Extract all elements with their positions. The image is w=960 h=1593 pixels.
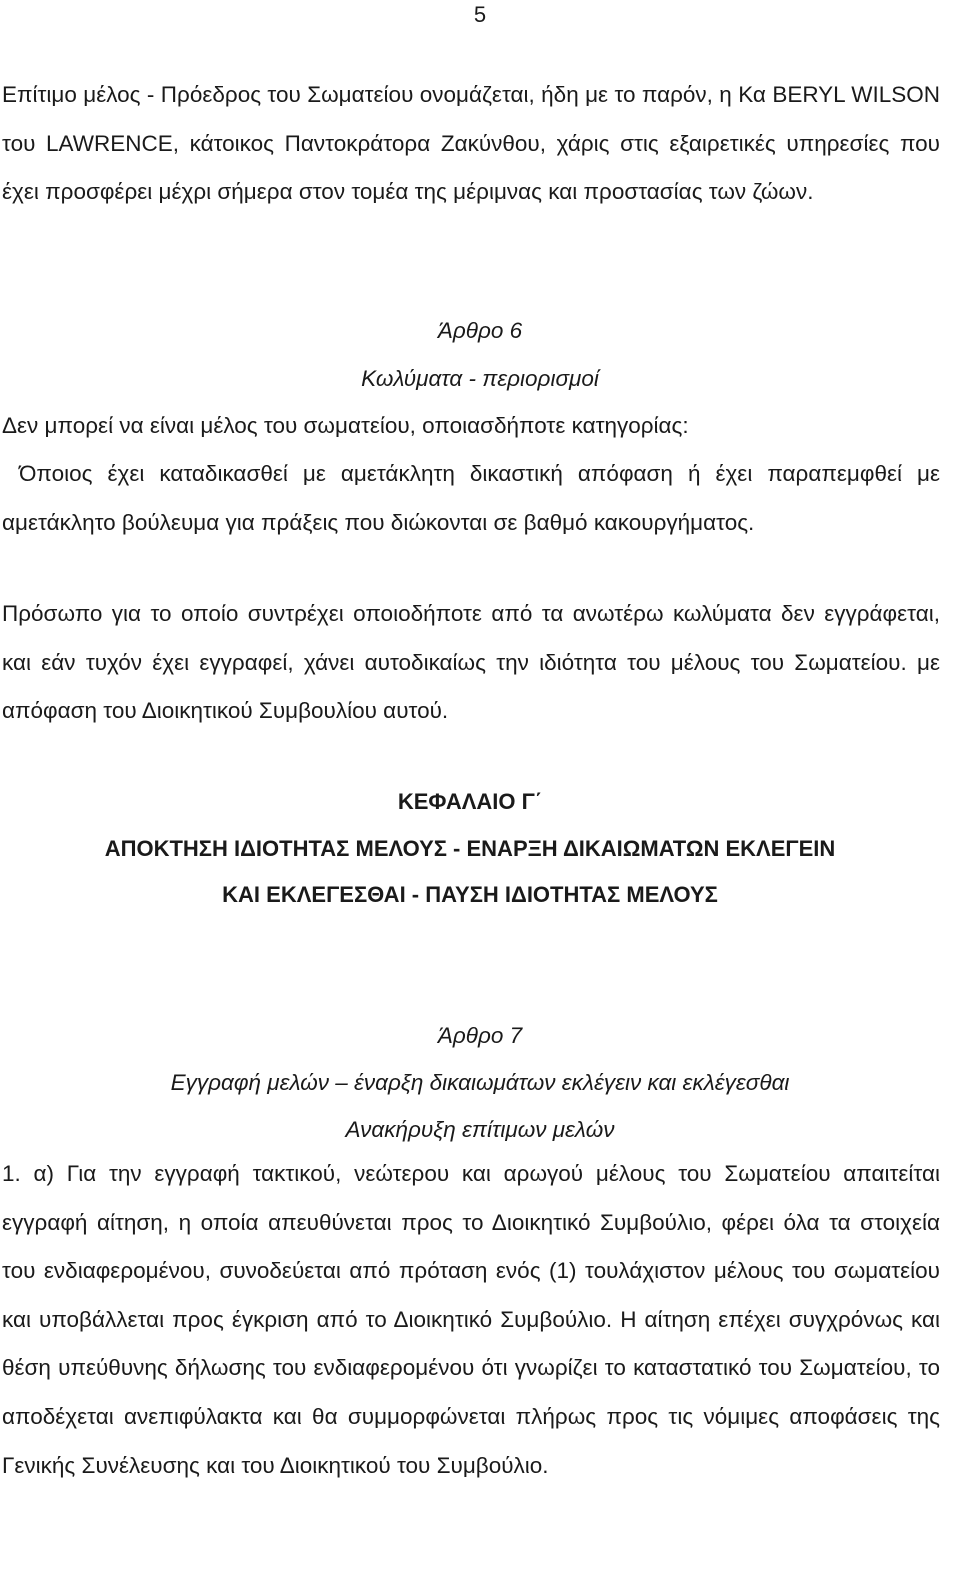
article-6-item: Όποιος έχει καταδικασθεί με αμετάκλητη δικαστική απόφαση ή έχει παραπεμφθεί με αμετάκλητο βούλευμα για πράξεις που διώκονται σε βαθμό κακουργήματος. <box>2 461 940 535</box>
article-7-subheading-1: Εγγραφή μελών – έναρξη δικαιωμάτων εκλέγειν και εκλέγεσθαι <box>170 1070 790 1095</box>
chapter-title-line-1: ΑΠΟΚΤΗΣΗ ΙΔΙΟΤΗΤΑΣ ΜΕΛΟΥΣ - ΕΝΑΡΞΗ ΔΙΚΑΙΩΜΑΤΩΝ ΕΚΛΕΓΕΙΝ <box>104 836 836 861</box>
article-7-heading: Άρθρο 7 <box>437 1023 523 1048</box>
article-7-subheading-2: Ανακήρυξη επίτιμων μελών <box>345 1117 615 1142</box>
article-7-paragraph: 1. α) Για την εγγραφή τακτικού, νεώτερου και αρωγού μέλους του Σωματείου απαιτείται εγγραφή αίτηση, η οποία απευθύνεται προς το Διοικητικό Συμβούλιο, φέρει όλα τα στοιχεία του ενδιαφερομένου, συνοδεύεται από πρόταση ενός (1) τουλάχιστον μέλους του σωματείου και υποβάλλεται προς έγκριση από το Διοικητικό Συμβούλιο. Η αίτηση επέχει συγχρόνως και θέση υπεύθυνης δήλωσης του ενδιαφερομένου ότι γνωρίζει το καταστατικό του Σωματείου, το αποδέχεται ανεπιφύλακτα και θα συμμορφώνεται πλήρως προς τις νόμιμες αποφάσεις της Γενικής Συνέλευσης και του Διοικητικού του Συμβούλιο. <box>2 1161 940 1478</box>
intro-paragraph: Επίτιμο μέλος - Πρόεδρος του Σωματείου ονομάζεται, ήδη με το παρόν, η Κα BERYL WILSON του LAWRENCE, κάτοικος Παντοκράτορα Ζακύνθου, χάρις στις εξαιρετικές υπηρεσίες που έχει προσφέρει μέχρι σήμερα στον τομέα της μέριμνας και προστασίας των ζώων. <box>2 82 940 205</box>
chapter-heading: ΚΕΦΑΛΑΙΟ Γ΄ <box>397 789 543 814</box>
article-6-lead: Δεν μπορεί να είναι μέλος του σωματείου, οποιασδήποτε κατηγορίας: <box>2 413 689 438</box>
chapter-title-line-2: ΚΑΙ ΕΚΛΕΓΕΣΘΑΙ - ΠΑΥΣΗ ΙΔΙΟΤΗΤΑΣ ΜΕΛΟΥΣ <box>222 882 718 907</box>
article-6-subheading: Κωλύματα - περιορισμοί <box>361 366 599 391</box>
article-6-closing: Πρόσωπο για το οποίο συντρέχει οποιοδήποτε από τα ανωτέρω κωλύματα δεν εγγράφεται, και εάν τυχόν έχει εγγραφεί, χάνει αυτοδικαίως την ιδιότητα του μέλους του Σωματείου. με απόφαση του Διοικητικού Συμβουλίου αυτού. <box>2 601 940 724</box>
article-6-heading: Άρθρο 6 <box>437 318 523 343</box>
page-number: 5 <box>473 2 487 27</box>
